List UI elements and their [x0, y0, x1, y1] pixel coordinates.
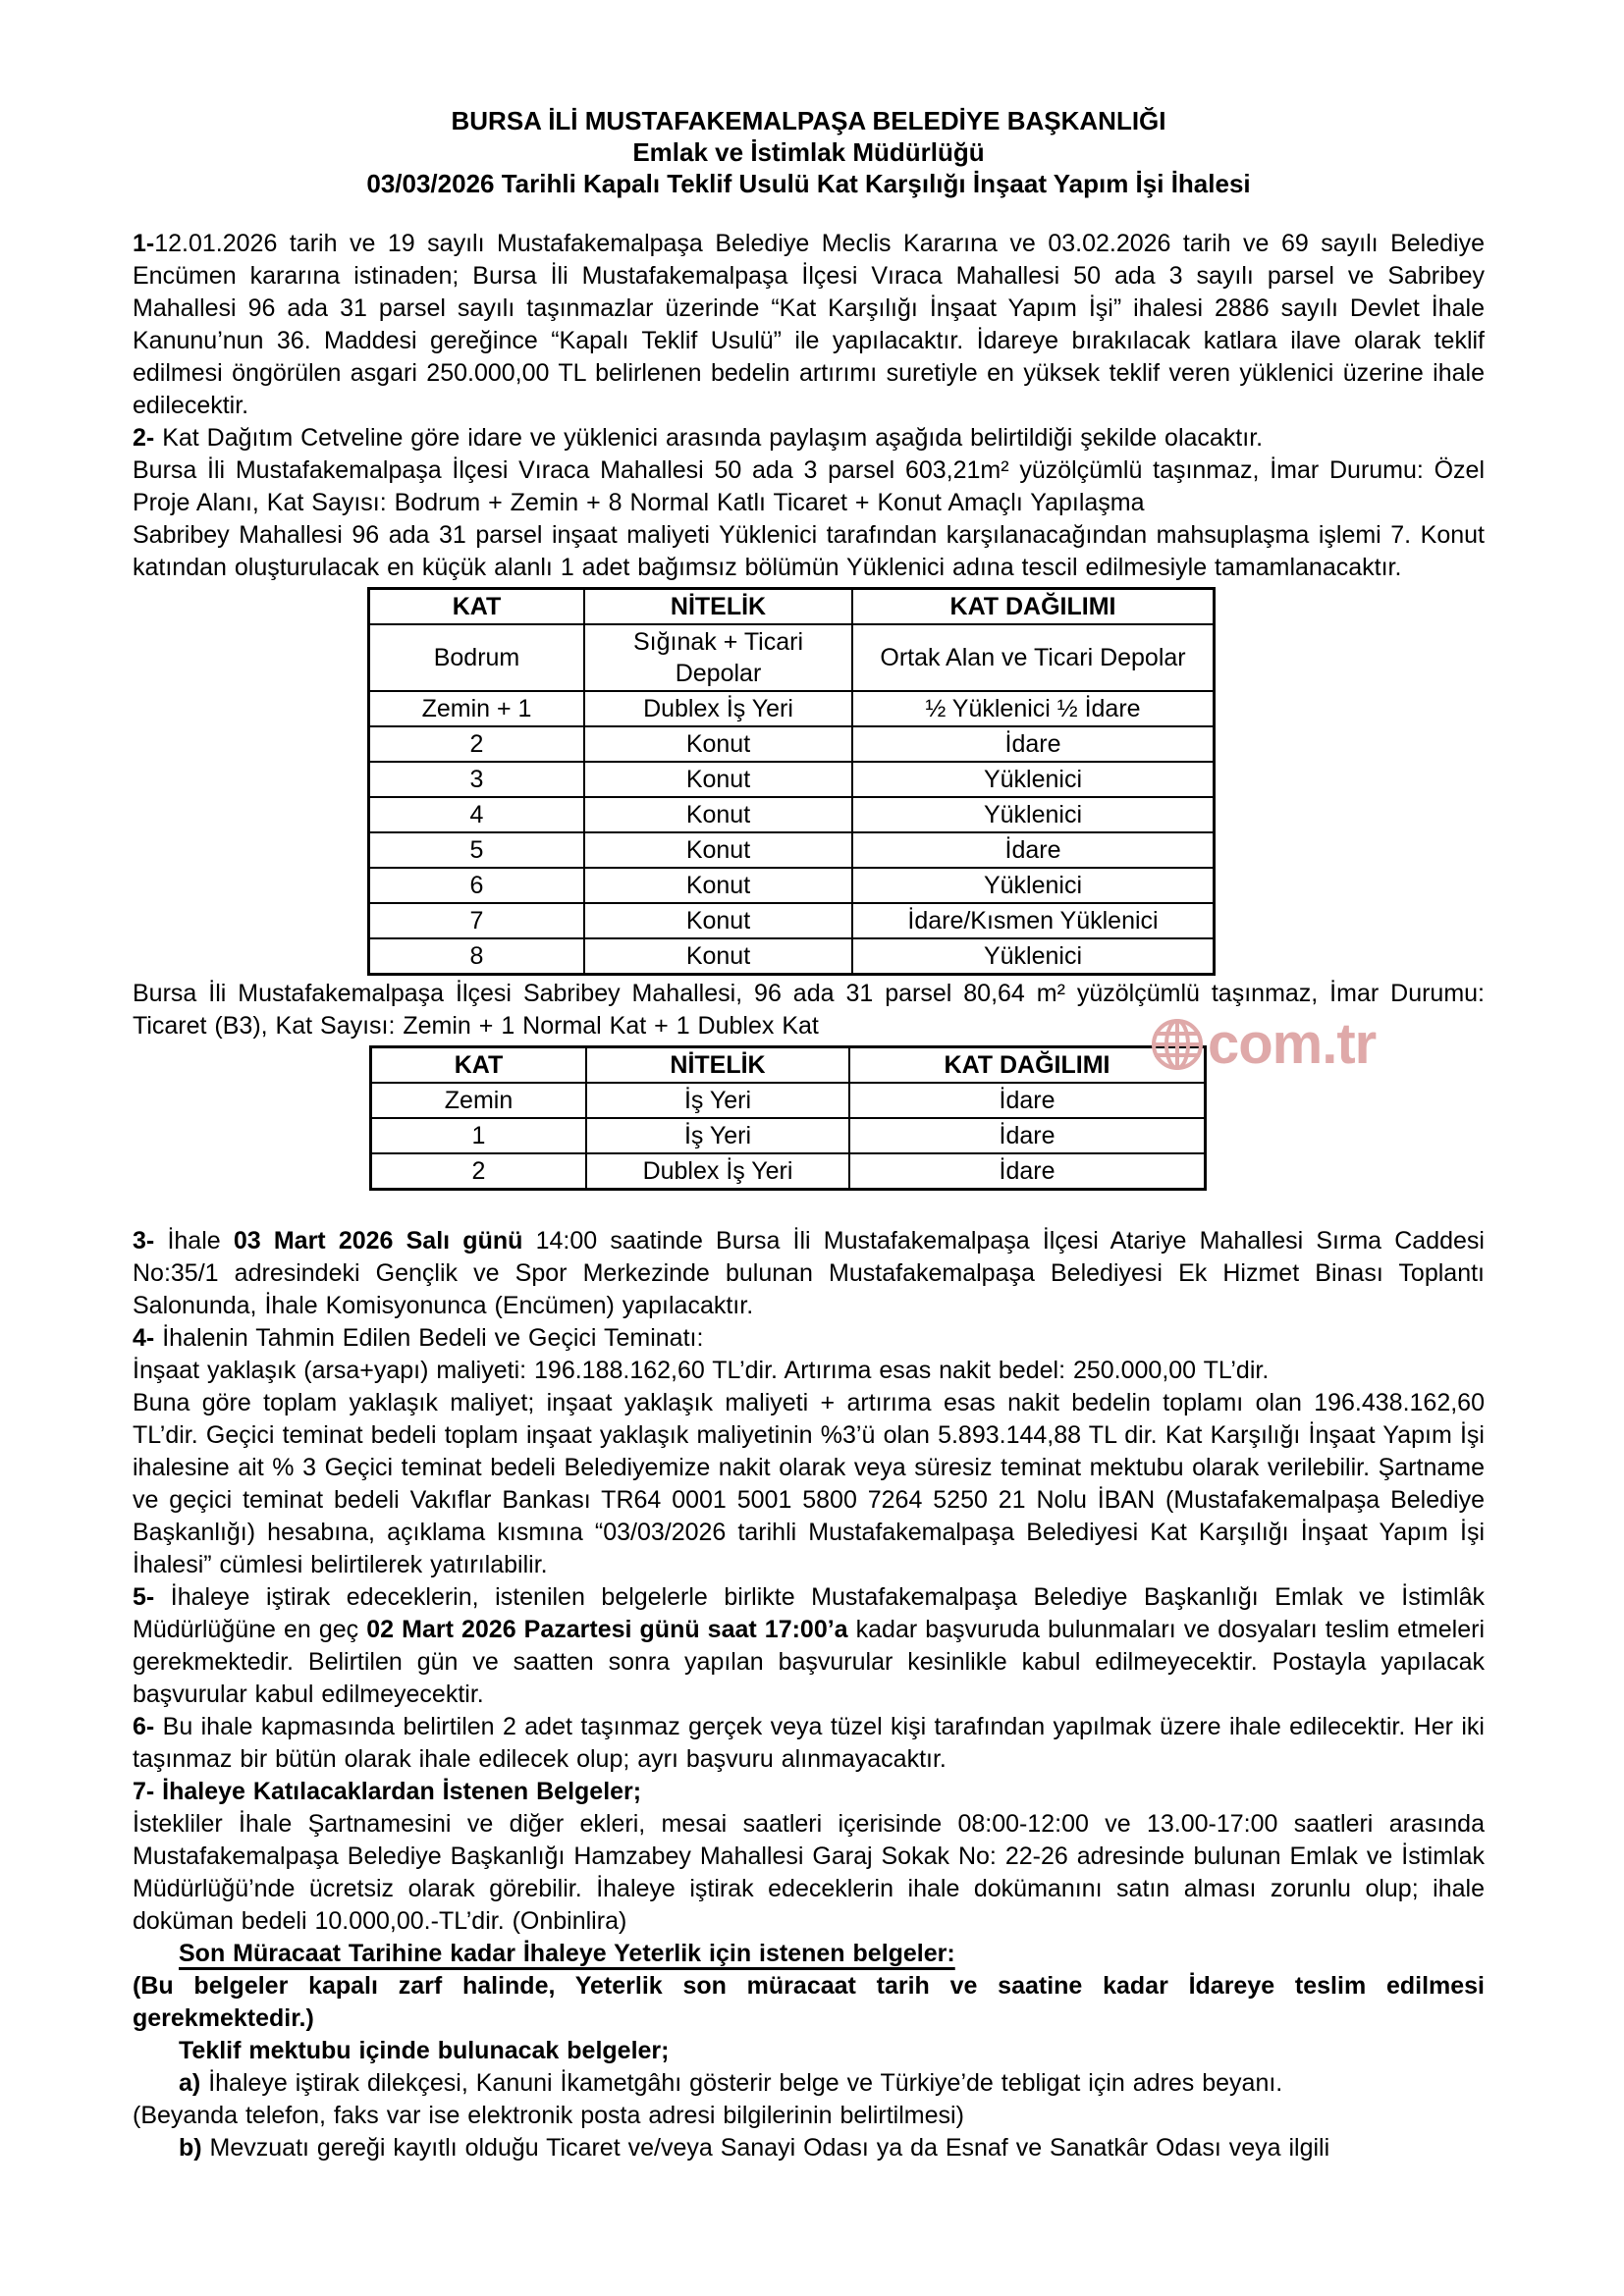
table-cell: İdare: [849, 1153, 1206, 1190]
table-cell: Zemin + 1: [369, 691, 585, 726]
table-cell: İş Yeri: [586, 1118, 849, 1153]
text-run: Bursa İli Mustafakemalpaşa İlçesi Sabribey Mahallesi, 96 ada 31 parsel 80,64 m² yüzölçümlü taşınmaz, İmar Durumu: Ticaret (B3), Kat Sayısı: Zemin + 1 Normal Kat + 1 Dublex Kat: [133, 980, 1485, 1040]
text-run: (Bu belgeler kapalı zarf halinde, Yeterlik son müracaat tarih ve saatine kadar İdareye teslim edilmesi gerekmektedir.): [133, 1972, 1485, 2032]
text-run: Buna göre toplam yaklaşık maliyet; inşaat yaklaşık maliyeti + artırıma esas nakit bedelin toplamı olan 196.438.162,60 TL’dir. Geçici teminat bedeli toplam inşaat yaklaşık maliyetinin %3’ü olan 5.893.144,88 TL dir. Kat Karşılığı İnşaat Yapım İşi ihalesine ait % 3 Geçici teminat bedeli Belediyemize nakit olarak veya süresiz teminat mektubu olarak verilebilir. Şartname ve geçici teminat bedeli Vakıflar Bankası TR64 0001 5001 5800 7264 5250 21 Nolu İBAN (Mustafakemalpaşa Belediye Başkanlığı) hesabına, açıklama kısmına “03/03/2026 tarihli Mustafakemalpaşa Belediyesi Kat Karşılığı İnşaat Yapım İşi İhalesi” cümlesi belirtilerek yatırılabilir.: [133, 1389, 1485, 1578]
table-row: [369, 797, 1215, 832]
text-run: Mevzuatı gereği kayıtlı olduğu Ticaret ve/veya Sanayi Odası ya da Esnaf ve Sanatkâr Odası veya ilgili: [209, 2134, 1330, 2162]
table-header-cell: NİTELİK: [584, 589, 852, 625]
text-run: Bu ihale kapmasında belirtilen 2 adet taşınmaz gerçek veya tüzel kişi tarafından yapılmak üzere ihale edilecektir. Her iki taşınmaz bir bütün olarak ihale edilecek olup; ayrı başvuru alınmayacaktır.: [133, 1713, 1485, 1773]
text-run: İhale: [167, 1227, 234, 1255]
table-row: [369, 832, 1215, 868]
table-row: [369, 903, 1215, 938]
table-row: [369, 691, 1215, 726]
table-cell: Ortak Alan ve Ticari Depolar: [852, 624, 1215, 691]
text-run: Kat Dağıtım Cetveline göre idare ve yüklenici arasında paylaşım aşağıda belirtildiği şekilde olacaktır.: [162, 424, 1264, 452]
item-b-paragraph: [133, 2132, 1485, 2164]
item-4-heading: [133, 1322, 1485, 1355]
table-cell: İdare: [852, 832, 1215, 868]
document-purchase-paragraph: [133, 1808, 1485, 1938]
table-cell: Konut: [584, 797, 852, 832]
table-cell: Konut: [584, 938, 852, 975]
table-cell: 5: [369, 832, 585, 868]
table-cell: Konut: [584, 832, 852, 868]
sealed-envelope-note: [133, 1970, 1485, 2035]
text-run: kadar başvuruda bulunmaları ve dosyaları teslim etmeleri gerekmektedir. Belirtilen gün ve saatten sonra yapılan başvurular kesinlikle kabul edilmeyecektir. Postayla yapılacak başvurular kabul edilmeyecektir.: [133, 1616, 1486, 1708]
table-cell: Zemin: [371, 1083, 587, 1118]
table-cell: Yüklenici: [852, 938, 1215, 975]
blank-line: [133, 1193, 1485, 1225]
text-run: (Beyanda telefon, faks var ise elektronik posta adresi bilgilerinin belirtilmesi): [133, 2102, 964, 2129]
table-cell: Konut: [584, 726, 852, 762]
text-run: İhaleye iştirak dilekçesi, Kanuni İkametgâhı gösterir belge ve Türkiye’de tebligat için adres beyanı.: [208, 2069, 1283, 2097]
table-cell: Konut: [584, 868, 852, 903]
table-cell: Yüklenici: [852, 868, 1215, 903]
text-run: 7- İhaleye Katılacaklardan İstenen Belgeler;: [133, 1778, 642, 1805]
table-cell: Sığınak + Ticari Depolar: [584, 624, 852, 691]
table-cell: 8: [369, 938, 585, 975]
document-body: [133, 228, 1485, 2164]
text-run: 03 Mart 2026 Salı günü: [233, 1227, 536, 1255]
table-row: [369, 938, 1215, 975]
text-run: İstekliler İhale Şartnamesini ve diğer ekleri, mesai saatleri içerisinde 08:00-12:00 ve 13.00-17:00 saatleri arasında Mustafakemalpaşa Belediye Başkanlığı Hamzabey Mahallesi Garaj Sokak No: 22-26 adresinde bulunan Emlak ve İstimlak Müdürlüğü’nde ücretsiz olarak görebilir. İhaleye iştirak edeceklerin ihale dokümanını satın alması zorunlu olup; ihale doküman bedeli 10.000,00.-TL’dir. (Onbinlira): [133, 1810, 1485, 1935]
table-cell: İdare: [849, 1083, 1206, 1118]
watermark-text: com.tr: [1208, 1012, 1377, 1076]
table-cell: 4: [369, 797, 585, 832]
table-cell: İdare: [849, 1118, 1206, 1153]
item-5-paragraph: [133, 1581, 1485, 1711]
text-run: 4-: [133, 1324, 163, 1352]
table-row: [371, 1083, 1206, 1118]
table-cell: ½ Yüklenici ½ İdare: [852, 691, 1215, 726]
text-run: İnşaat yaklaşık (arsa+yapı) maliyeti: 196.188.162,60 TL’dir. Artırıma esas nakit bedel: 250.000,00 TL’dir.: [133, 1357, 1270, 1384]
viraca-floor-table: [367, 587, 1216, 976]
table-row: [369, 762, 1215, 797]
text-run: b): [179, 2134, 210, 2162]
estimated-cost-paragraph: [133, 1355, 1485, 1387]
table-cell: 2: [369, 726, 585, 762]
item-1-paragraph: [133, 228, 1485, 422]
text-run: 02 Mart 2026 Pazartesi günü saat 17:00’a: [366, 1616, 848, 1643]
table-row: [369, 624, 1215, 691]
table-header-cell: KAT DAĞILIMI: [852, 589, 1215, 625]
yeterlik-heading: [133, 1938, 1485, 1970]
table-row: [369, 868, 1215, 903]
item-3-paragraph: [133, 1225, 1485, 1322]
text-run: 2-: [133, 424, 163, 452]
table-cell: 6: [369, 868, 585, 903]
tender-title: 03/03/2026 Tarihli Kapalı Teklif Usulü Kat Karşılığı İnşaat Yapım İşi İhalesi: [366, 169, 1251, 198]
text-run: 1-: [133, 230, 155, 257]
table-cell: Konut: [584, 903, 852, 938]
text-run: 5-: [133, 1583, 171, 1611]
text-run: İhalenin Tahmin Edilen Bedeli ve Geçici Teminatı:: [162, 1324, 704, 1352]
text-run: Bursa İli Mustafakemalpaşa İlçesi Vıraca Mahallesi 50 ada 3 parsel 603,21m² yüzölçümlü taşınmaz, İmar Durumu: Özel Proje Alanı, Kat Sayısı: Bodrum + Zemin + 8 Normal Katlı Ticaret + Konut Amaçlı Yapılaşma: [133, 456, 1485, 516]
item-a-paragraph: [133, 2067, 1485, 2100]
table-cell: İş Yeri: [586, 1083, 849, 1118]
item-7-heading: [133, 1776, 1485, 1808]
department-title: Emlak ve İstimlak Müdürlüğü: [632, 137, 985, 167]
table-cell: Yüklenici: [852, 762, 1215, 797]
table-cell: Bodrum: [369, 624, 585, 691]
text-run: 6-: [133, 1713, 163, 1740]
table-header-row: [369, 589, 1215, 625]
table-header-cell: KAT: [371, 1047, 587, 1084]
table-header-cell: KAT: [369, 589, 585, 625]
table-cell: Konut: [584, 762, 852, 797]
item-2-paragraph: [133, 422, 1485, 454]
table-header-cell: NİTELİK: [586, 1047, 849, 1084]
table-header-row: [371, 1047, 1206, 1084]
sabribey-parcel-paragraph: [133, 978, 1485, 1042]
table-cell: İdare/Kısmen Yüklenici: [852, 903, 1215, 938]
sabribey-floor-table: [369, 1045, 1207, 1191]
text-run: 14:00 saatinde Bursa İli Mustafakemalpaşa İlçesi Atariye Mahallesi Sırma Caddesi No:35/1 adresindeki Gençlik ve Spor Merkezinde bulunan Mustafakemalpaşa Belediyesi Ek Hizmet Binası Toplantı Salonunda, İhale Komisyonunca (Encümen) yapılacaktır.: [133, 1227, 1485, 1319]
beyan-note-paragraph: [133, 2100, 1485, 2132]
table-cell: 3: [369, 762, 585, 797]
guarantee-paragraph: [133, 1387, 1485, 1581]
table-cell: İdare: [852, 726, 1215, 762]
table-cell: 7: [369, 903, 585, 938]
table-cell: 2: [371, 1153, 587, 1190]
item-6-paragraph: [133, 1711, 1485, 1776]
table-cell: Dublex İş Yeri: [586, 1153, 849, 1190]
text-run: İhaleye iştirak edeceklerin, istenilen belgelerle birlikte Mustafakemalpaşa Belediye Başkanlığı Emlak ve İstimlâk Müdürlüğüne en geç: [133, 1583, 1485, 1643]
document-header: [133, 105, 1485, 199]
table-header-cell: KAT DAĞILIMI: [849, 1047, 1206, 1084]
table-row: [371, 1153, 1206, 1190]
org-title: BURSA İLİ MUSTAFAKEMALPAŞA BELEDİYE BAŞKANLIĞI: [451, 106, 1166, 135]
viraca-parcel-paragraph: [133, 454, 1485, 519]
document-content: [133, 105, 1485, 2164]
text-run: 12.01.2026 tarih ve 19 sayılı Mustafakemalpaşa Belediye Meclis Kararına ve 03.02.2026 tarih ve 69 sayılı Belediye Encümen kararına istinaden; Bursa İli Mustafakemalpaşa İlçesi Vıraca Mahallesi 50 ada 3 sayılı parsel ve Sabribey Mahallesi 96 ada 31 parsel sayılı taşınmazlar üzerinde “Kat Karşılığı İnşaat Yapım İşi” ihalesi 2886 sayılı Devlet İhale Kanunu’nun 36. Maddesi gereğince “Kapalı Teklif Usulü” ile yapılacaktır. İdareye bırakılacak katlara ilave olarak teklif edilmesi öngörülen asgari 250.000,00 TL belirlenen bedelin artırımı suretiyle en yüksek teklif veren yüklenici üzerine ihale edilecektir.: [133, 230, 1485, 419]
text-run: Son Müracaat Tarihine kadar İhaleye Yeterlik için istenen belgeler:: [179, 1940, 955, 1967]
text-run: Sabribey Mahallesi 96 ada 31 parsel inşaat maliyeti Yüklenici tarafından karşılanacağından mahsuplaşma işlemi 7. Konut katından oluşturulacak en küçük alanlı 1 adet bağımsız bölümün Yüklenici adına tescil edilmesiyle tamamlanacaktır.: [133, 521, 1485, 581]
table-row: [369, 726, 1215, 762]
teklif-mektubu-heading: [133, 2035, 1485, 2067]
sabribey-mahsuplasma-paragraph: [133, 519, 1485, 584]
text-run: a): [179, 2069, 209, 2097]
table-cell: Dublex İş Yeri: [584, 691, 852, 726]
table-row: [371, 1118, 1206, 1153]
table-cell: Yüklenici: [852, 797, 1215, 832]
text-run: 3-: [133, 1227, 168, 1255]
table-cell: 1: [371, 1118, 587, 1153]
text-run: Teklif mektubu içinde bulunacak belgeler;: [179, 2037, 670, 2064]
